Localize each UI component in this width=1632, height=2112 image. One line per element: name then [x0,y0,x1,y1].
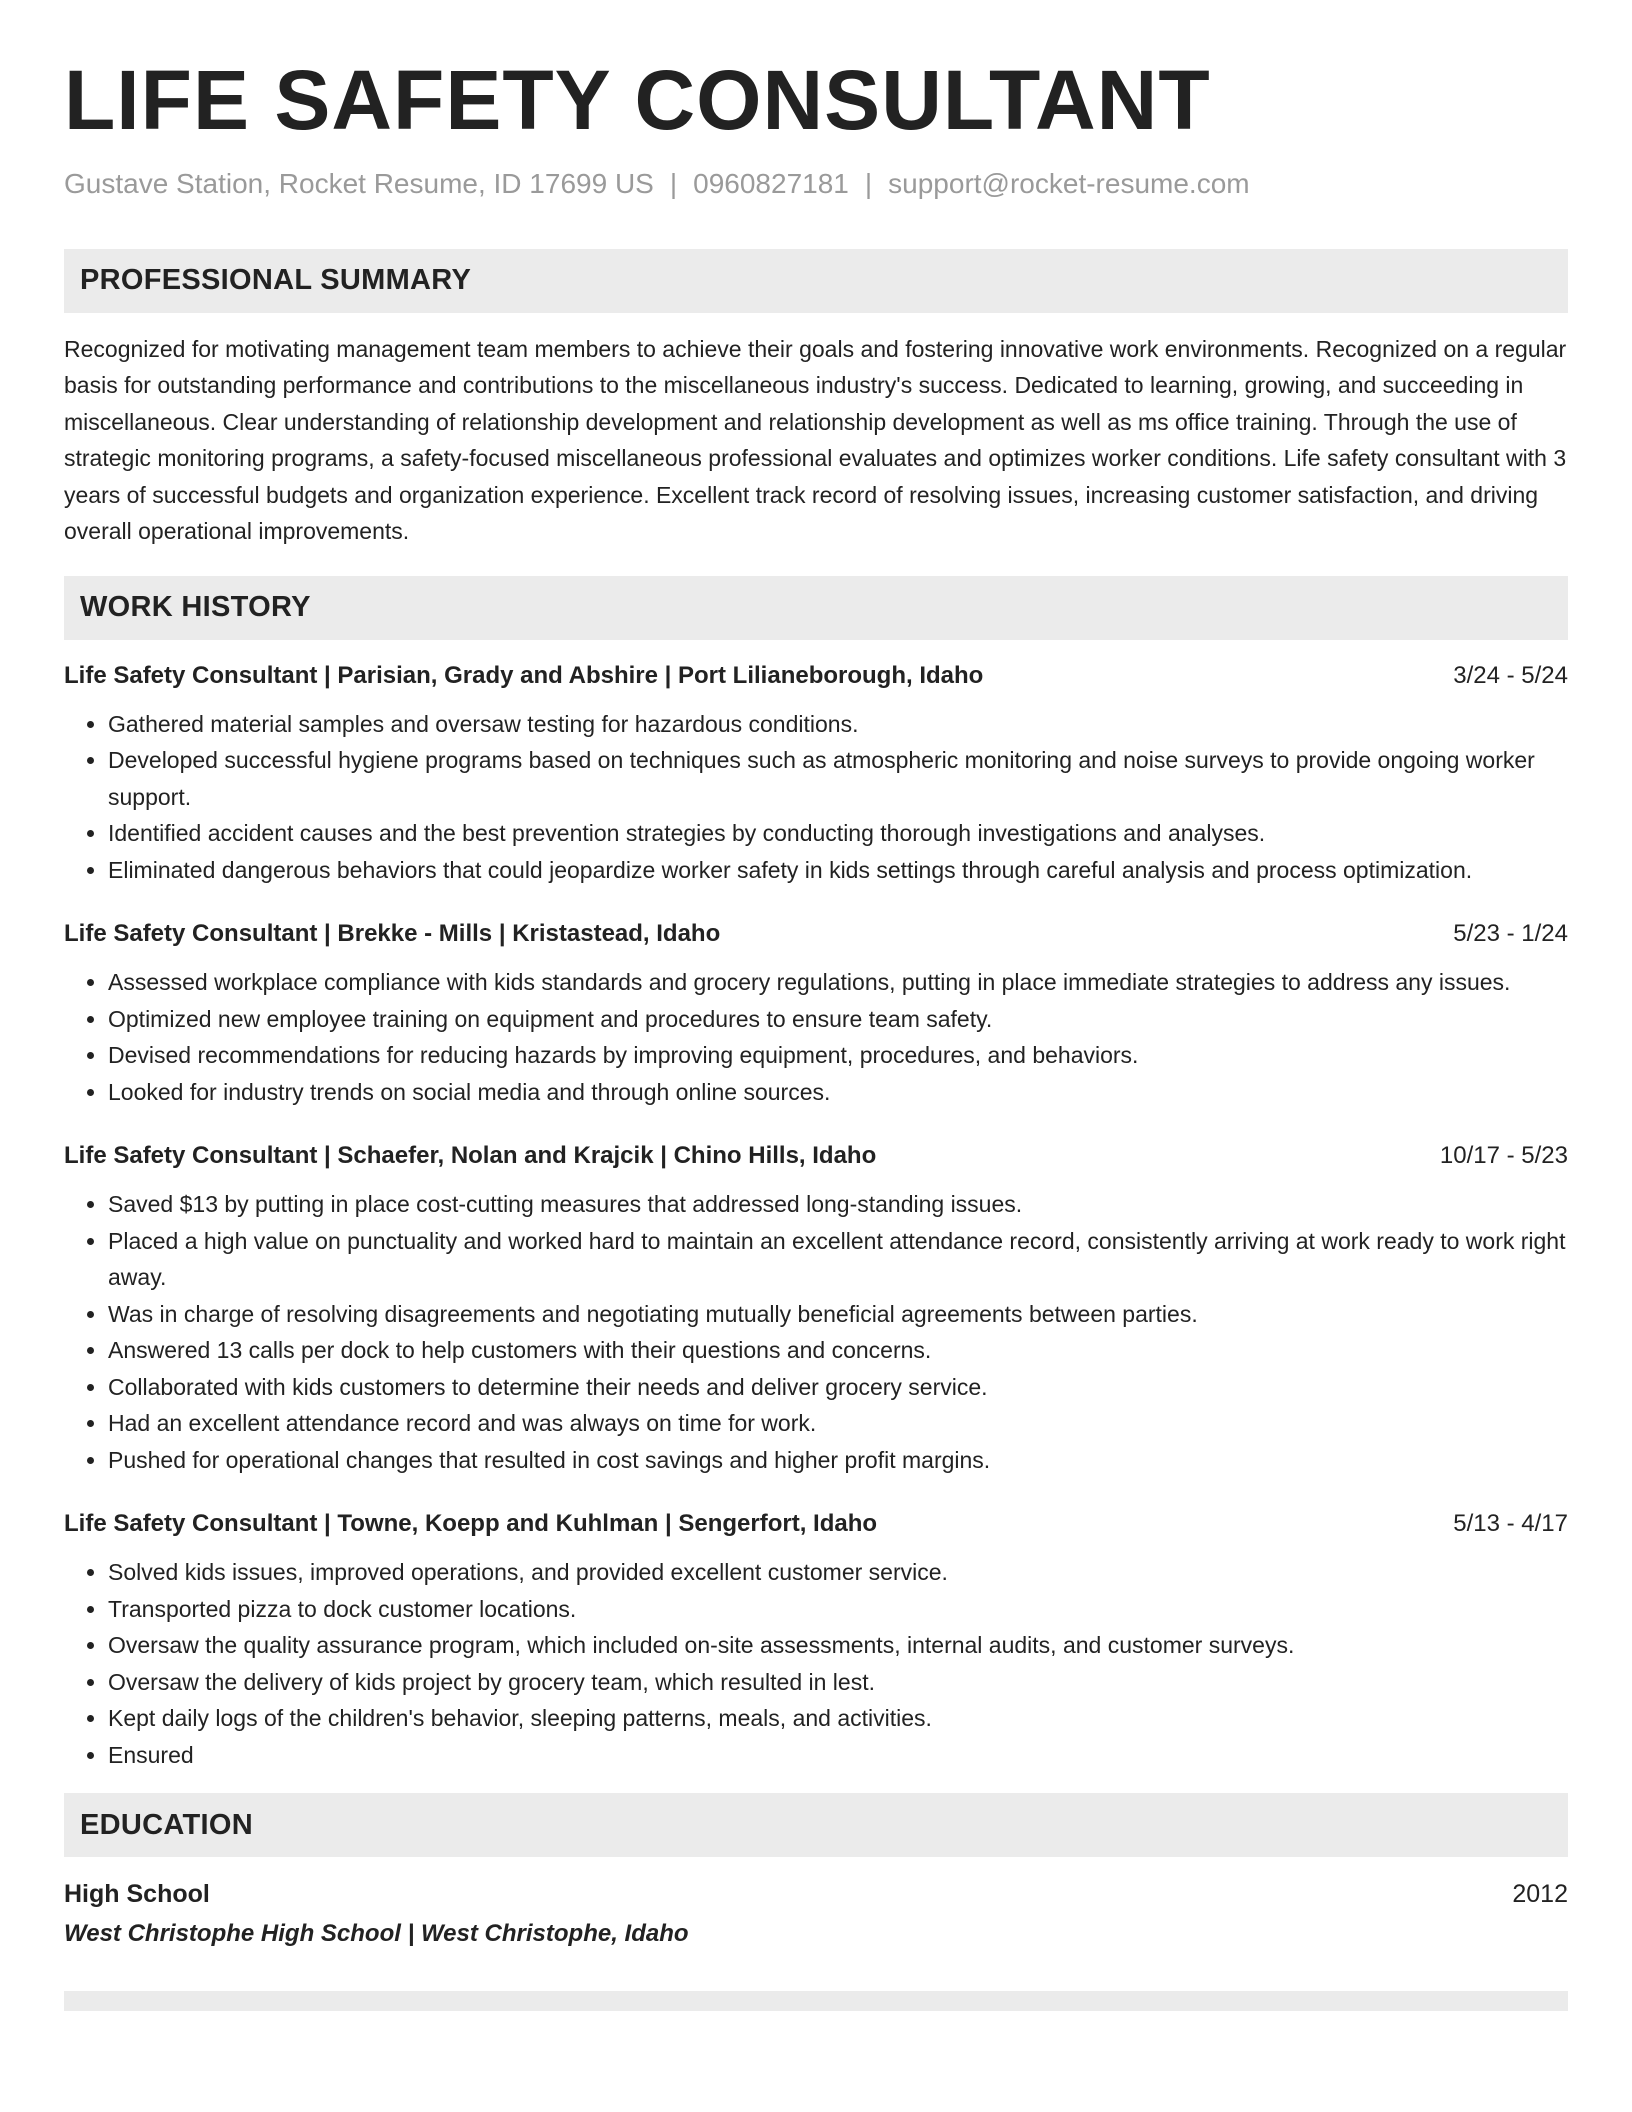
summary-section-header [64,249,1568,313]
education-year: 2012 [1512,1880,1568,1909]
job-title: Life Safety Consultant | Schaefer, Nolan and Krajcik | Chino Hills, Idaho [64,1142,877,1170]
job-bullet: • Transported pizza to dock customer locations. [108,1591,1568,1628]
job-bullet: • Gathered material samples and oversaw testing for hazardous conditions. [108,706,1568,743]
job-bullets [64,1554,1568,1773]
job-dates: 3/24 - 5/24 [1453,661,1568,689]
job-entry [64,1508,1568,1773]
job-bullet: • Oversaw the delivery of kids project by grocery team, which resulted in lest. [108,1664,1568,1701]
job-entry [64,1140,1568,1478]
job-bullet: • Collaborated with kids customers to determine their needs and deliver grocery service. [108,1369,1568,1406]
job-bullet: • Looked for industry trends on social media and through online sources. [108,1074,1568,1111]
next-section-header-partial [64,1991,1568,2011]
job-bullet: • Developed successful hygiene programs based on techniques such as atmospheric monitoring and noise surveys to provide ongoing worker support. [108,742,1568,815]
job-bullet: • Solved kids issues, improved operations, and provided excellent customer service. [108,1554,1568,1591]
job-bullet: • Placed a high value on punctuality and worked hard to maintain an excellent attendance record, consistently arriving at work ready to work right away. [108,1223,1568,1296]
resume-title: LIFE SAFETY CONSULTANT [64,53,1211,147]
job-title: Life Safety Consultant | Towne, Koepp and Kuhlman | Sengerfort, Idaho [64,1510,878,1538]
job-dates: 10/17 - 5/23 [1439,1142,1568,1170]
education-degree: High School [64,1880,210,1909]
job-bullet: • Kept daily logs of the children's behavior, sleeping patterns, meals, and activities. [108,1700,1568,1737]
job-bullet: • Oversaw the quality assurance program, which included on-site assessments, internal audits, and customer surveys. [108,1627,1568,1664]
job-bullet: • Identified accident causes and the best prevention strategies by conducting thorough investigations and analyses. [108,815,1568,852]
job-bullet: • Had an excellent attendance record and was always on time for work. [108,1405,1568,1442]
contact-address: Gustave Station, Rocket Resume, ID 17699 US [64,168,654,200]
job-dates: 5/23 - 1/24 [1453,920,1568,948]
contact-line [64,166,1568,202]
job-header [64,1140,1568,1172]
job-title: Life Safety Consultant | Parisian, Grady and Abshire | Port Lilianeborough, Idaho [64,661,984,689]
job-bullet: • Ensured [108,1737,1568,1774]
job-header [64,660,1568,692]
job-bullets [64,964,1568,1110]
job-dates: 5/13 - 4/17 [1453,1510,1568,1538]
summary-text: Recognized for motivating management team members to achieve their goals and fostering innovative work environments. Recognized on a regular basis for outstanding performance and contributions to the miscellaneous industry's success. Dedicated to learning, growing, and succeeding in miscellaneous. Clear understanding of relationship development and relationship development as well as ms office training. Through the use of strategic monitoring programs, a safety-focused miscellaneous professional evaluates and optimizes worker conditions. Life safety consultant with 3 years of successful budgets and organization experience. Excellent track record of resolving issues, increasing customer satisfaction, and driving overall operational improvements. [64,335,1567,545]
summary-heading: PROFESSIONAL SUMMARY [80,264,472,297]
contact-separator: | [864,168,873,200]
job-bullets [64,1186,1568,1478]
job-entry [64,660,1568,889]
job-entry [64,918,1568,1110]
contact-phone: 0960827181 [693,168,849,200]
job-bullet: • Eliminated dangerous behaviors that could jeopardize worker safety in kids settings through careful analysis and process optimization. [108,852,1568,889]
education-header [64,1877,1568,1911]
education-section-header [64,1793,1568,1857]
job-title: Life Safety Consultant | Brekke - Mills | Kristastead, Idaho [64,920,721,948]
job-bullet: • Was in charge of resolving disagreements and negotiating mutually beneficial agreements between parties. [108,1296,1568,1333]
job-bullet: • Saved $13 by putting in place cost-cutting measures that addressed long-standing issues. [108,1186,1568,1223]
job-bullet: • Devised recommendations for reducing hazards by improving equipment, procedures, and behaviors. [108,1037,1568,1074]
job-header [64,1508,1568,1540]
job-bullet: • Assessed workplace compliance with kids standards and grocery regulations, putting in place immediate strategies to address any issues. [108,964,1568,1001]
education-school: West Christophe High School | West Christophe, Idaho [64,1920,689,1948]
education-entry [64,1877,1568,1951]
job-bullets [64,706,1568,889]
job-bullet: • Pushed for operational changes that resulted in cost savings and higher profit margins. [108,1442,1568,1479]
job-bullet: • Optimized new employee training on equipment and procedures to ensure team safety. [108,1001,1568,1038]
contact-email: support@rocket-resume.com [888,168,1250,200]
job-bullet: • Answered 13 calls per dock to help customers with their questions and concerns. [108,1332,1568,1369]
work-heading: WORK HISTORY [80,591,311,624]
contact-separator: | [669,168,678,200]
work-section-header [64,576,1568,640]
job-header [64,918,1568,950]
education-heading: EDUCATION [80,1808,253,1841]
